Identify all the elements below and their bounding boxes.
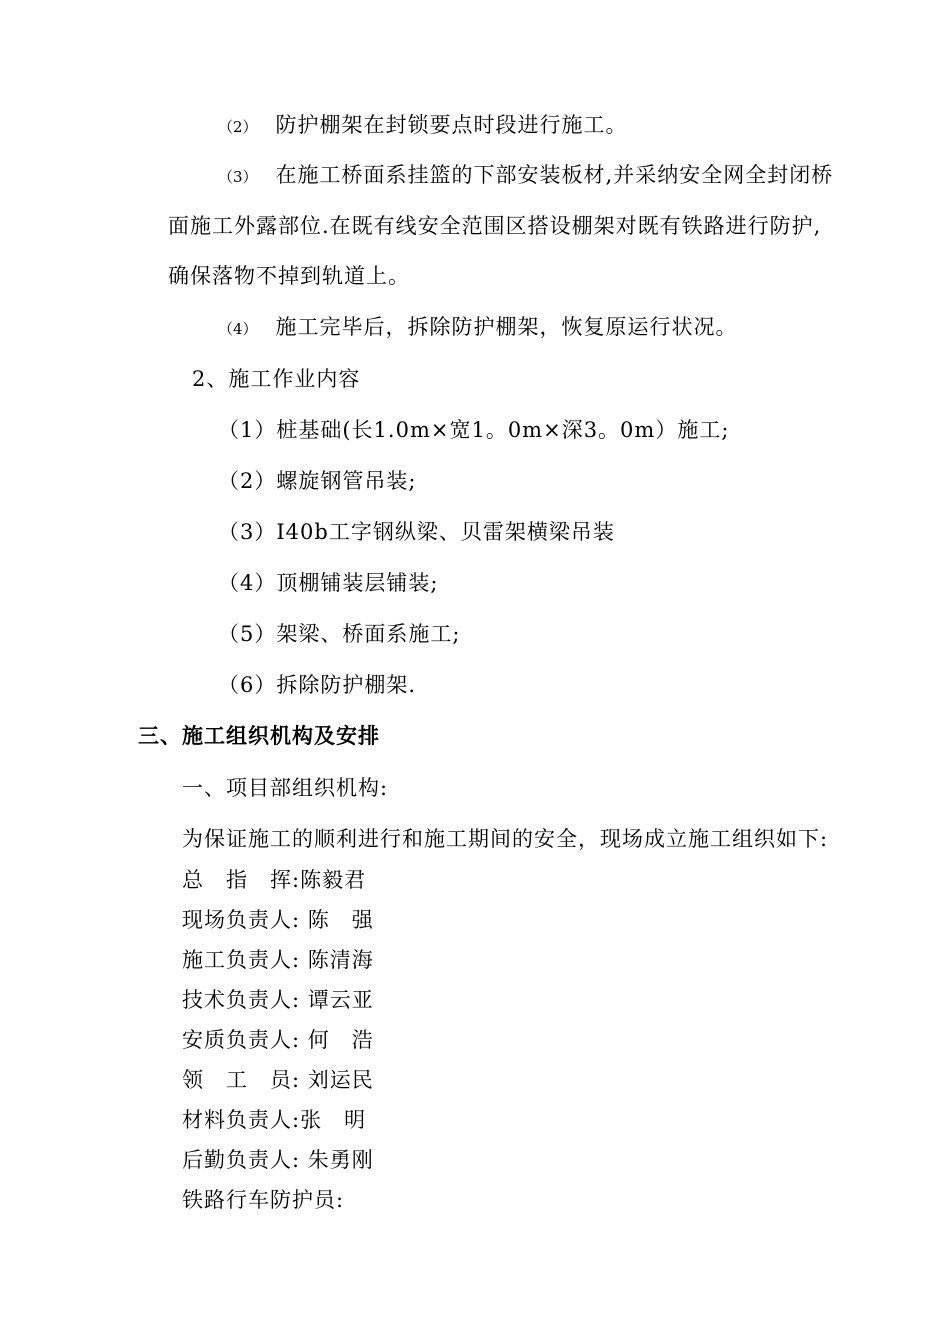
measure-3-continued-1: 面施工外露部位.在既有线安全范围区搭设棚架对既有铁路进行防护, xyxy=(168,214,822,238)
work-content-title: 2、施工作业内容 xyxy=(192,367,361,391)
work-item-4: （4）顶棚铺装层铺装; xyxy=(218,571,439,595)
measure-3-continued-2: 确保落物不掉到轨道上。 xyxy=(168,264,410,288)
roster-item-railway-guard: 铁路行车防护员: xyxy=(182,1188,345,1212)
work-item-1: （1）桩基础(长1.0m×宽1。0m×深3。0m）施工; xyxy=(218,418,730,442)
measure-2-number: （2） xyxy=(218,118,258,136)
measure-2-text: 防护棚架在封锁要点时段进行施工。 xyxy=(275,113,628,137)
work-item-5: （5）架梁、桥面系施工; xyxy=(218,622,461,646)
measure-2 xyxy=(218,111,628,141)
work-item-3: （3）I40b工字钢纵梁、贝雷架横梁吊装 xyxy=(218,520,615,544)
roster-item-commander: 总 指 挥:陈毅君 xyxy=(182,868,367,892)
roster-item-technical-lead: 技术负责人: 谭云亚 xyxy=(182,988,374,1012)
roster-item-logistics-lead: 后勤负责人: 朱勇刚 xyxy=(182,1148,374,1172)
measure-4-number: （4） xyxy=(218,320,258,338)
roster-item-site-lead: 现场负责人: 陈 强 xyxy=(182,908,374,932)
section-heading: 三、施工组织机构及安排 xyxy=(138,724,380,748)
measure-4-text: 施工完毕后，拆除防护棚架，恢复原运行状况。 xyxy=(275,315,738,339)
measure-3-number: （3） xyxy=(218,168,258,186)
intro-paragraph: 为保证施工的顺利进行和施工期间的安全，现场成立施工组织如下: xyxy=(182,827,829,851)
work-item-6: （6）拆除防护棚架. xyxy=(218,673,417,697)
measure-4 xyxy=(218,313,738,343)
roster-item-safety-lead: 安质负责人: 何 浩 xyxy=(182,1028,374,1052)
subsection-title: 一、项目部组织机构: xyxy=(182,776,389,800)
work-item-2: （2）螺旋钢管吊装; xyxy=(218,469,417,493)
roster-item-foreman: 领 工 员: 刘运民 xyxy=(182,1068,374,1092)
roster-item-construction-lead: 施工负责人: 陈清海 xyxy=(182,948,374,972)
measure-3-text: 在施工桥面系挂篮的下部安装板材,并采纳安全网全封闭桥 xyxy=(275,163,834,187)
roster-item-materials-lead: 材料负责人:张 明 xyxy=(182,1108,367,1132)
measure-3 xyxy=(218,161,833,191)
